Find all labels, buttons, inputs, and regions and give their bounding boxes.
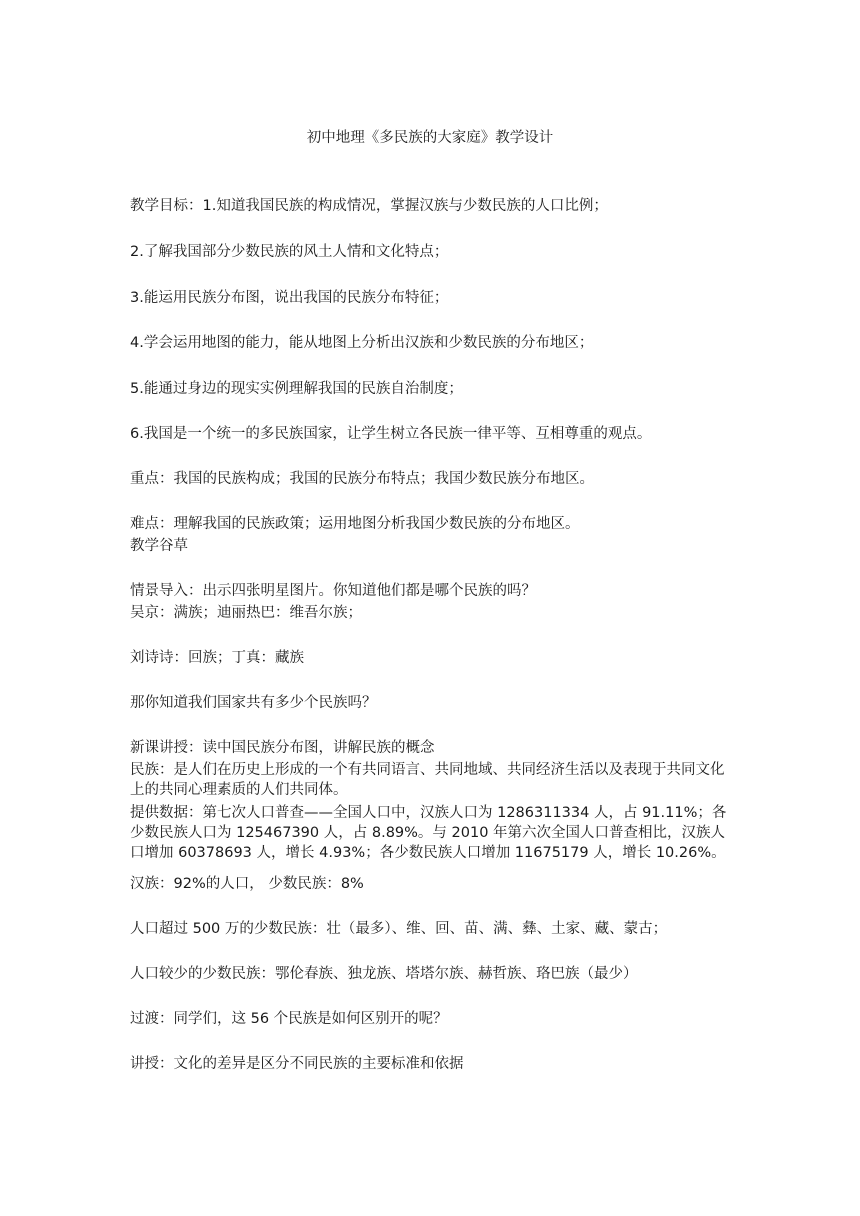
paragraph-teaching-process: 教学谷草 [130,538,188,554]
paragraph-objective-6: 6.我国是一个统一的多民族国家，让学生树立各民族一律平等、互相尊重的观点。 [130,426,652,442]
paragraph-small-minorities: 人口较少的少数民族：鄂伦春族、独龙族、塔塔尔族、赫哲族、珞巴族（最少） [130,966,638,982]
paragraph-difficulties: 难点：理解我国的民族政策；运用地图分析我国少数民族的分布地区。 [130,516,580,532]
paragraph-question: 那你知道我们国家共有多少个民族吗？ [130,695,377,711]
paragraph-transition: 过渡：同学们，这 56 个民族是如何区别开的呢？ [130,1011,448,1027]
paragraph-nation-definition: 民族：是人们在历史上形成的一个有共同语言、共同地域、共同经济生活以及表现于共同文化上的共同心理素质的人们共同体。 [130,762,725,798]
paragraph-objective-3: 3.能运用民族分布图，说出我国的民族分布特征； [130,290,449,306]
paragraph-objective-1: 教学目标：1.知道我国民族的构成情况，掌握汉族与少数民族的人口比例； [130,198,608,214]
paragraph-stars-1: 吴京：满族；迪丽热巴：维吾尔族； [130,605,362,621]
paragraph-key-points: 重点：我国的民族构成；我国的民族分布特点；我国少数民族分布地区。 [130,471,594,487]
paragraph-intro: 情景导入：出示四张明星图片。你知道他们都是哪个民族的吗？ [130,583,536,599]
paragraph-large-minorities: 人口超过 500 万的少数民族：壮（最多）、维、回、苗、满、彝、土家、藏、蒙古； [130,921,668,937]
paragraph-objective-2: 2.了解我国部分少数民族的风土人情和文化特点； [130,244,449,260]
paragraph-new-lesson: 新课讲授：读中国民族分布图，讲解民族的概念 [130,740,435,756]
paragraph-objective-5: 5.能通过身边的现实实例理解我国的民族自治制度； [130,381,463,397]
paragraph-lecture: 讲授：文化的差异是区分不同民族的主要标准和依据 [130,1056,464,1072]
paragraph-stars-2: 刘诗诗：回族；丁真：藏族 [130,650,304,666]
paragraph-census-data: 提供数据：第七次人口普查——全国人口中，汉族人口为 1286311334 人，占 91.11%；各少数民族人口为 125467390 人，占 8.89%。与 2010 年第六次全国人口普查相比，汉族人口增加 60378693 人，增长 4.93%；各少数民族人口增加 11675179 人，增长 10.26%。 [130,805,727,861]
document-title: 初中地理《多民族的大家庭》教学设计 [306,130,554,146]
paragraph-ratio: 汉族：92%的人口， 少数民族：8% [130,876,364,892]
paragraph-objective-4: 4.学会运用地图的能力，能从地图上分析出汉族和少数民族的分布地区； [130,335,594,351]
